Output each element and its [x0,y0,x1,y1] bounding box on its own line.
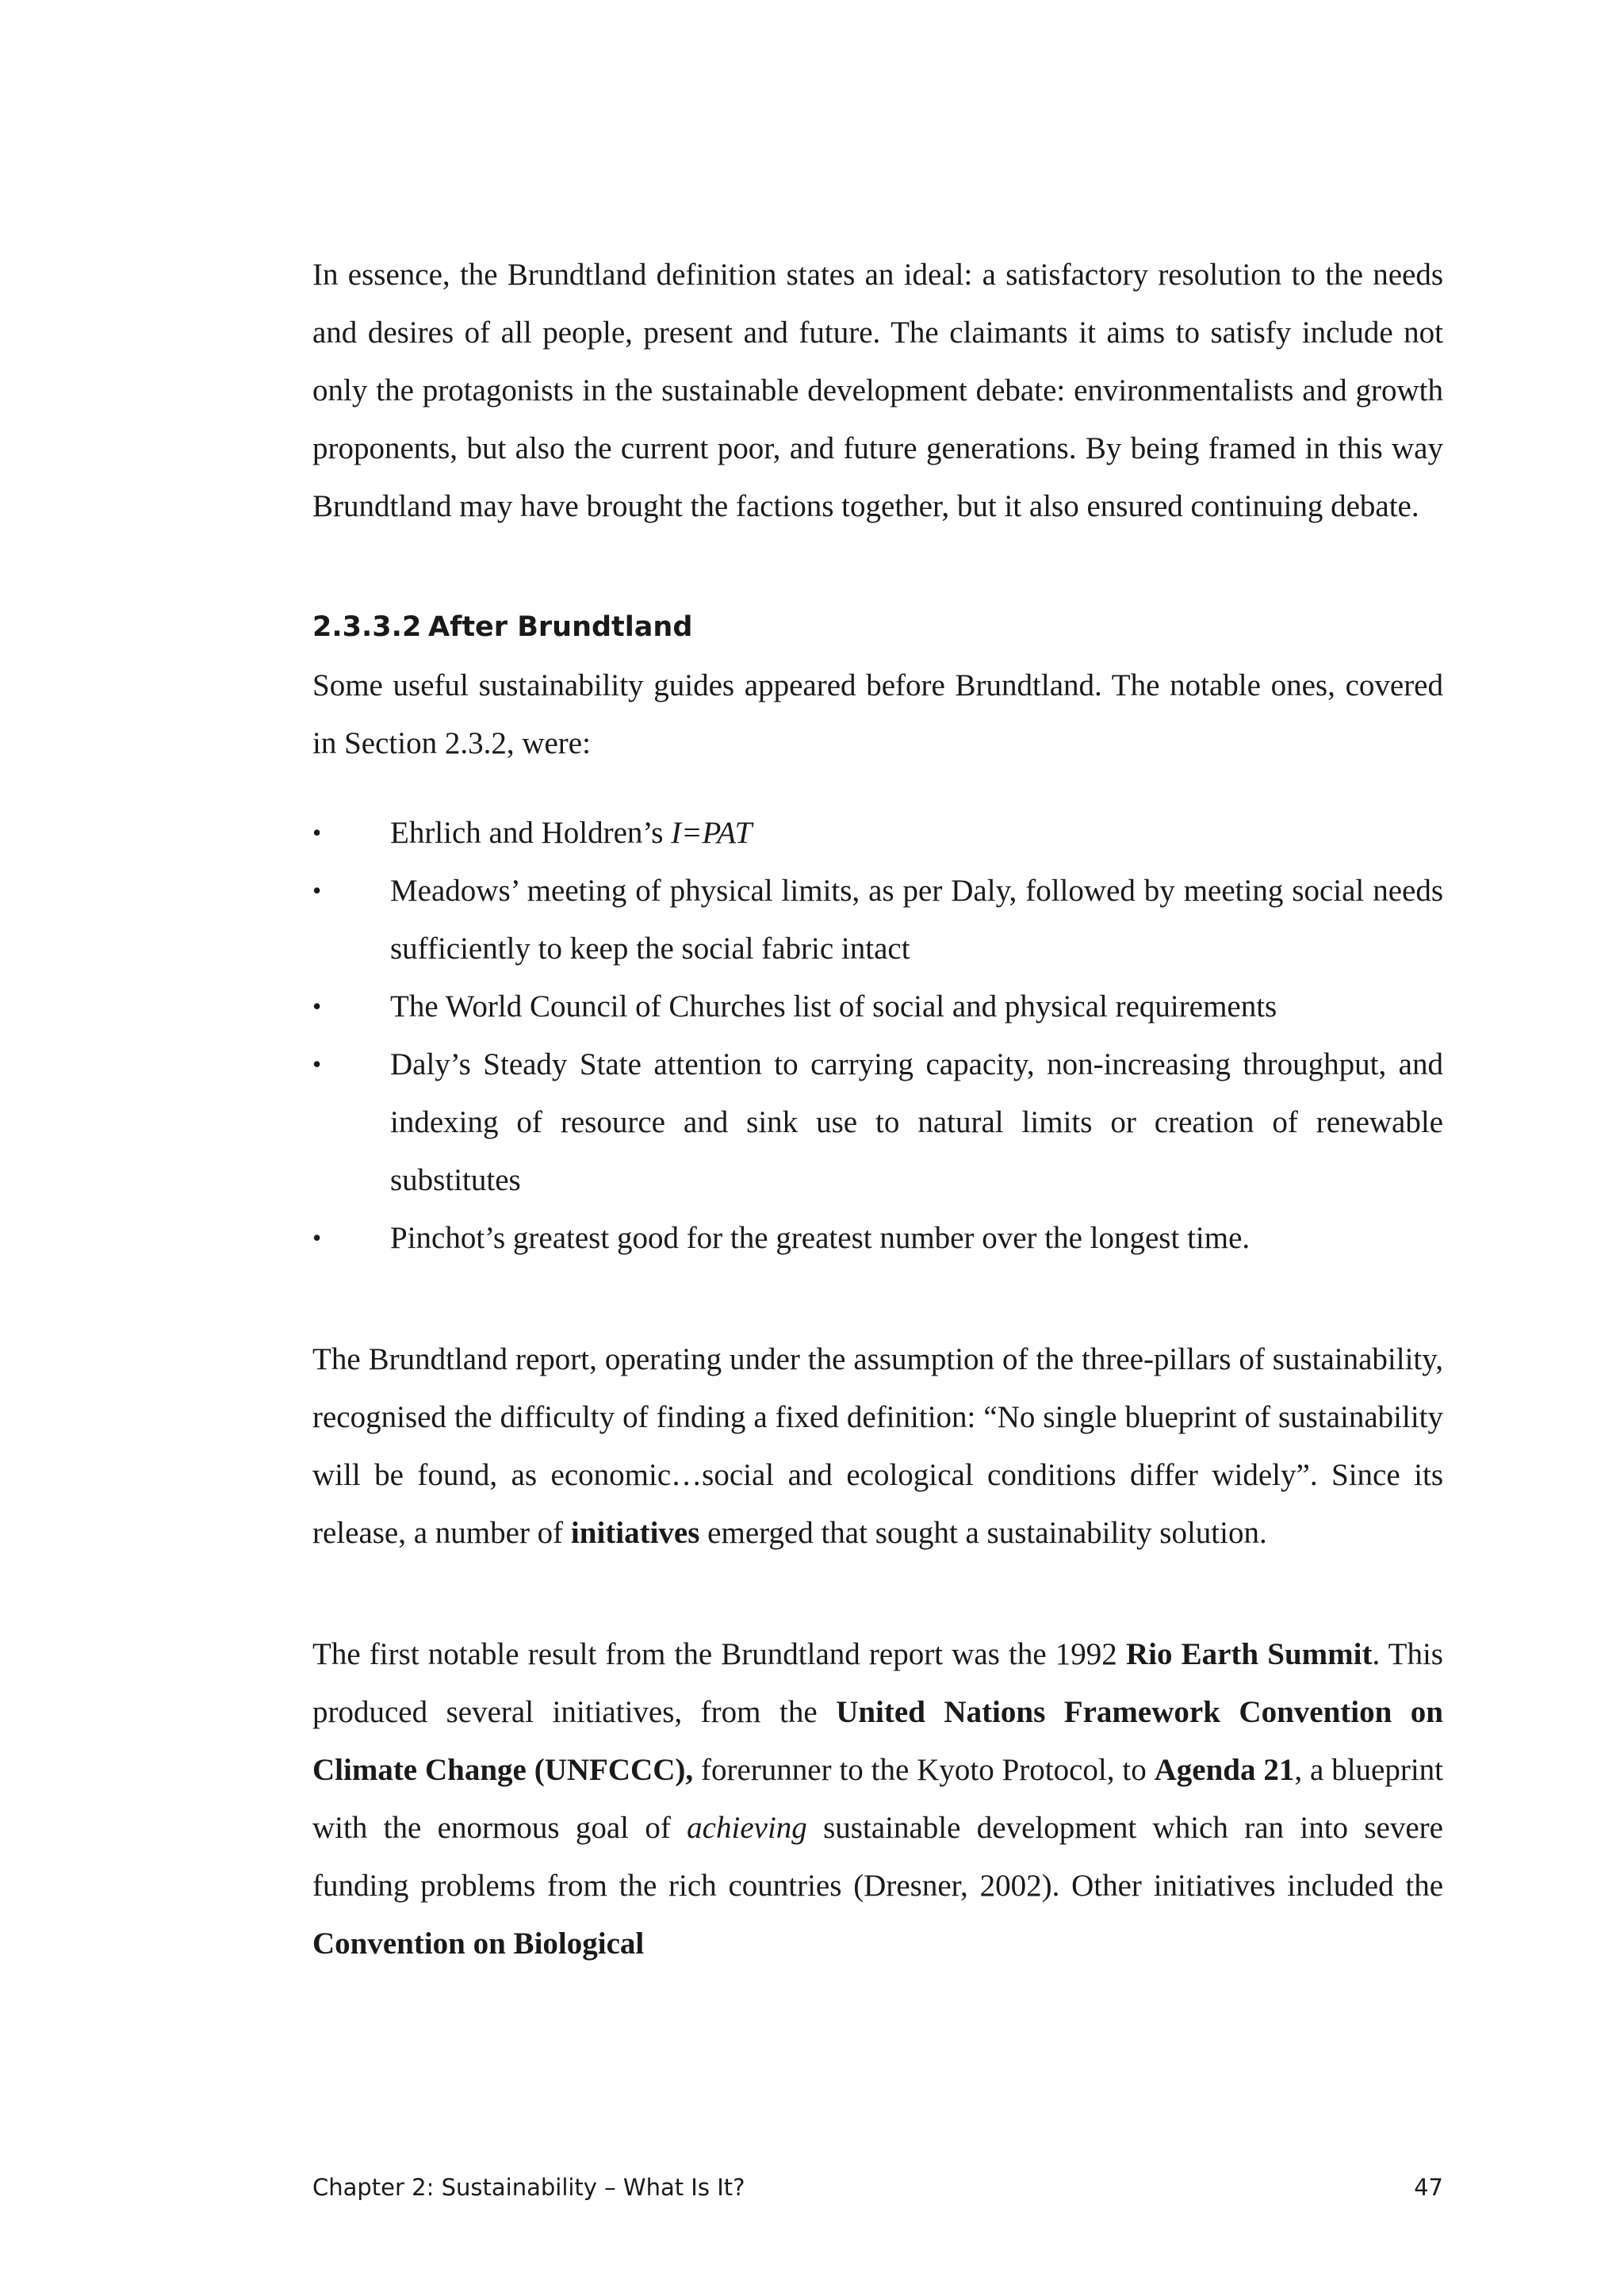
paragraph-brundtland-ideal: In essence, the Brundtland definition states an ideal: a satisfactory resolution to the needs and desires of all people, present and future. The claimants it aims to satisfy include not only the protagonists in the sustainable development debate: environmentalists and growth proponents, but also the current poor, and future generations. By being framed in this way Brundtland may have brought the factions together, but it also ensured continuing debate. [312,258,1443,523]
bullet-icon: • [312,876,322,905]
list-item: • The World Council of Churches list of social and physical requirements [312,978,1443,1035]
footer-chapter-title: Chapter 2: Sustainability – What Is It? [312,2174,745,2201]
section-heading [312,599,1443,656]
bullet-icon: • [312,1050,322,1078]
paragraph-brundtland-report: The Brundtland report, operating under the assumption of the three-pillars of sustainability, recognised the difficulty of finding a fixed definition: “No single blueprint of sustainability will be found, as economic…social and ecological conditions differ widely”. Since its release, a number of initiatives emerged that sought a sustainability solution. [312,1342,1443,1550]
page-number: 47 [1414,2174,1443,2201]
keyword-rio-earth-summit: Rio Earth Summit [1125,1637,1373,1671]
ipat-formula: I=PAT [671,816,753,850]
guides-list [312,804,1443,1267]
list-item: • Pinchot’s greatest good for the greatest number over the longest time. [312,1209,1443,1267]
section-title: After Brundtland [428,611,693,643]
paragraph-rio-summit: The first notable result from the Brundtland report was the 1992 Rio Earth Summit. This produced several initiatives, from the United Nations Framework Convention on Climate Change (UNFCCC), forerunner to the Kyoto Protocol, to Agenda 21, a blueprint with the enormous goal of achieving sustainable development which ran into severe funding problems from the rich countries (Dresner, 2002). Other initiatives included the Convention on Biological [312,1637,1443,1961]
list-item: • Meadows’ meeting of physical limits, as per Daly, followed by meeting social needs sufficiently to keep the social fabric intact [312,862,1443,978]
paragraph-sustainability-guides: Some useful sustainability guides appeared before Brundtland. The notable ones, covered in Section 2.3.2, were: [312,668,1443,760]
keyword-initiatives: initiatives [570,1516,700,1550]
page-body [312,246,1443,1973]
emphasis-achieving: achieving [687,1811,807,1845]
keyword-agenda-21: Agenda 21 [1154,1753,1295,1787]
keyword-unfccc: United Nations Framework Convention on Climate Change (UNFCCC), [312,1695,1443,1787]
list-item: • Daly’s Steady State attention to carrying capacity, non-increasing throughput, and indexing of resource and sink use to natural limits or creation of renewable substitutes [312,1035,1443,1209]
bullet-icon: • [312,818,322,847]
bullet-icon: • [312,1223,322,1252]
bullet-icon: • [312,992,322,1020]
section-number: 2.3.3.2 [312,611,422,643]
list-item: • Ehrlich and Holdren’s I=PAT [312,804,1443,862]
keyword-convention-biological: Convention on Biological [312,1927,645,1961]
